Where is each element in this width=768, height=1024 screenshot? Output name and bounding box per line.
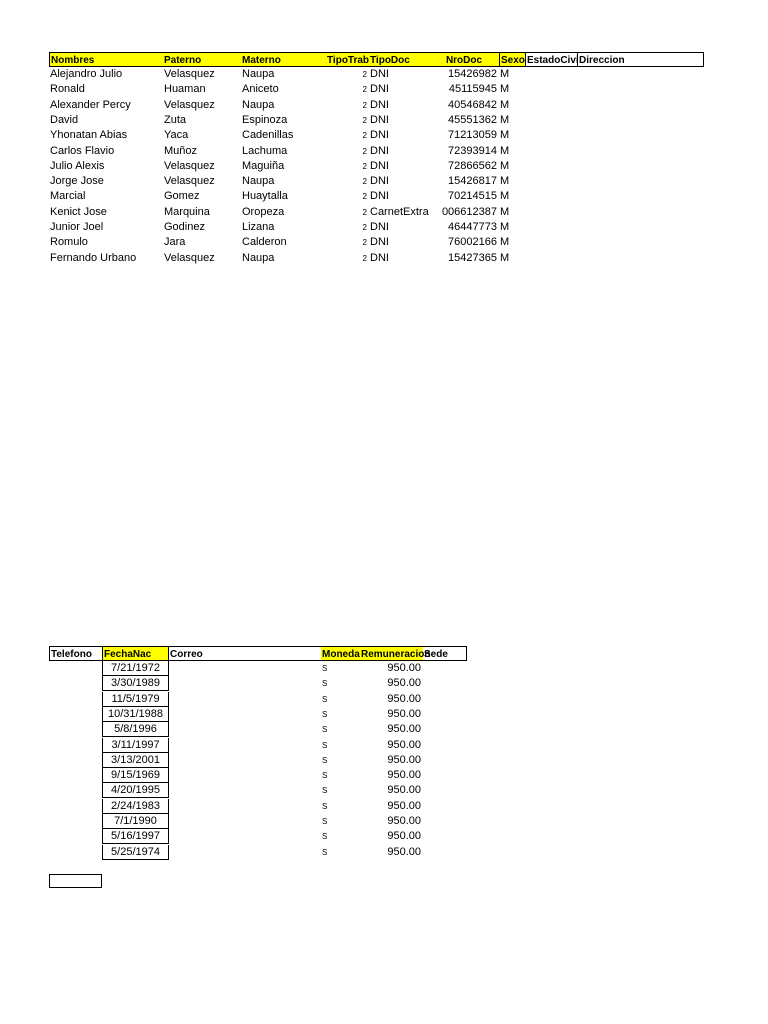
cell-nrodoc[interactable]: 006612387 [441,205,497,218]
table-row [49,661,467,676]
cell-materno[interactable]: Oropeza [242,205,285,218]
cell-materno[interactable]: Maguiña [242,159,285,172]
header-tipotrab[interactable]: TipoTrab [327,52,369,67]
table-row [49,753,467,768]
cell-moneda[interactable]: S [322,694,328,704]
table-row [49,251,704,266]
cell-nrodoc[interactable]: 40546842 [448,98,497,111]
cell-paterno[interactable]: Huaman [164,83,206,96]
cell-tipodoc[interactable]: DNI [370,129,389,142]
cell-materno[interactable]: Naupa [242,175,275,188]
cell-materno[interactable]: Lizana [242,221,275,233]
cell-sexo[interactable]: M [500,251,510,264]
cell-materno[interactable]: Espinoza [242,113,288,126]
cell-nombres[interactable]: Alexander Percy [50,98,131,111]
cell-tipotrab[interactable]: 2 [362,115,367,125]
table-row [49,220,704,235]
cell-remuneracion[interactable]: 950.00 [387,815,421,827]
cell-sexo[interactable]: M [500,190,510,203]
cell-remuneracion[interactable]: 950.00 [387,723,421,736]
cell-remuneracion[interactable]: 950.00 [387,677,421,690]
table-row [49,113,704,128]
table-row [49,676,467,691]
cell-sexo[interactable]: M [500,129,510,142]
cell-tipotrab[interactable]: 2 [362,192,367,202]
cell-sexo[interactable]: M [500,144,510,157]
table-row [49,189,704,204]
selected-empty-cell[interactable] [49,874,102,888]
cell-tipotrab[interactable]: 2 [362,131,367,141]
cell-paterno[interactable]: Muñoz [164,144,198,157]
header-fechanac[interactable]: FechaNac [102,646,169,661]
cell-nombres[interactable]: Junior Joel [50,221,104,233]
header-nombres[interactable]: Nombres [49,52,163,67]
cell-fechanac[interactable]: 11/5/1979 [102,692,169,707]
cell-fechanac[interactable]: 2/24/1983 [102,799,169,814]
cell-paterno[interactable]: Gomez [164,190,200,203]
cell-tipodoc[interactable]: CarnetExtra [370,205,429,218]
table-row [49,144,704,159]
cell-nrodoc[interactable]: 45115945 [448,83,497,96]
header-moneda[interactable]: Moneda [321,646,360,661]
table-row [49,692,467,707]
cell-nrodoc[interactable]: 76002166 [448,236,497,249]
cell-materno[interactable]: Naupa [242,98,275,111]
cell-materno[interactable]: Aniceto [242,83,279,96]
cell-moneda[interactable]: S [322,725,328,735]
cell-nombres[interactable]: Kenict Jose [50,205,107,218]
table-row [49,845,467,860]
cell-materno[interactable]: Cadenillas [242,129,294,142]
cell-remuneracion[interactable]: 950.00 [387,769,421,782]
cell-fechanac[interactable]: 7/21/1972 [102,661,169,676]
cell-tipotrab[interactable]: 2 [362,177,367,187]
cell-sexo[interactable]: M [500,159,510,172]
cell-fechanac[interactable]: 9/15/1969 [102,768,169,783]
cell-paterno[interactable]: Jara [164,236,186,249]
table-row [49,67,704,82]
cell-materno[interactable]: Lachuma [242,144,288,157]
header-paterno[interactable]: Paterno [163,52,241,67]
cell-tipotrab[interactable]: 2 [362,85,367,95]
cell-sexo[interactable]: M [500,113,510,126]
cell-tipodoc[interactable]: DNI [370,190,389,203]
cell-tipotrab[interactable]: 2 [362,207,367,217]
header-correo[interactable]: Correo [169,646,321,661]
employee-table [49,52,704,267]
cell-nombres[interactable]: Yhonatan Abias [50,129,128,142]
cell-nrodoc[interactable]: 45551362 [448,113,497,126]
cell-remuneracion[interactable]: 950.00 [387,784,421,797]
cell-paterno[interactable]: Marquina [164,205,210,218]
table-row [49,205,704,220]
header-sede[interactable]: Sede [423,646,467,661]
cell-materno[interactable]: Calderon [242,236,287,249]
cell-remuneracion[interactable]: 950.00 [387,799,421,812]
cell-fechanac[interactable]: 3/13/2001 [102,753,169,768]
cell-tipodoc[interactable]: DNI [370,221,389,233]
header-nrodoc[interactable]: NroDoc [429,52,499,67]
cell-moneda[interactable]: S [322,709,328,719]
cell-moneda[interactable]: S [322,847,328,857]
cell-nombres[interactable]: David [50,113,79,126]
cell-sexo[interactable]: M [500,205,510,218]
header-estadocivil[interactable]: EstadoCivi [526,52,578,67]
cell-tipodoc[interactable]: DNI [370,144,389,157]
header-telefono[interactable]: Telefono [49,646,102,661]
cell-sexo[interactable]: M [500,83,510,96]
cell-nombres[interactable]: Romulo [50,236,88,249]
table-header-row [49,52,704,67]
table-row [49,128,704,143]
cell-tipotrab[interactable]: 2 [362,238,367,248]
cell-tipotrab[interactable]: 2 [362,253,367,263]
table-header-row [49,646,467,661]
table-row [49,768,467,783]
cell-nrodoc[interactable]: 15426817 [448,175,497,188]
cell-tipodoc[interactable]: DNI [370,251,389,264]
cell-nombres[interactable]: Marcial [50,190,86,203]
cell-sexo[interactable]: M [500,175,510,188]
cell-moneda[interactable]: S [322,786,328,796]
cell-nrodoc[interactable]: 72393914 [448,144,497,157]
header-tipodoc[interactable]: TipoDoc [369,52,429,67]
cell-materno[interactable]: Huaytalla [242,190,288,203]
cell-nrodoc[interactable]: 15426982 [448,68,497,80]
cell-remuneracion[interactable]: 950.00 [387,830,421,843]
cell-tipodoc[interactable]: DNI [370,68,389,80]
cell-remuneracion[interactable]: 950.00 [387,707,421,720]
cell-sexo[interactable]: M [500,68,510,80]
cell-nombres[interactable]: Julio Alexis [50,159,105,172]
cell-moneda[interactable]: S [322,740,328,750]
cell-tipotrab[interactable]: 2 [362,223,367,232]
table-row [49,174,704,189]
cell-nombres[interactable]: Jorge Jose [50,175,104,188]
table-row [49,814,467,829]
cell-remuneracion[interactable]: 950.00 [387,692,421,705]
cell-nrodoc[interactable]: 15427365 [448,251,497,264]
cell-nombres[interactable]: Carlos Flavio [50,144,115,157]
cell-fechanac[interactable]: 5/16/1997 [102,829,169,844]
table-row [49,707,467,722]
cell-nrodoc[interactable]: 71213059 [448,129,497,142]
cell-moneda[interactable]: S [322,801,328,811]
cell-remuneracion[interactable]: 950.00 [387,753,421,766]
cell-tipodoc[interactable]: DNI [370,175,389,188]
table-row [49,799,467,814]
table-row [49,783,467,798]
cell-remuneracion[interactable]: 950.00 [387,662,421,674]
header-remuneracion[interactable]: Remuneracion [360,646,423,661]
cell-materno[interactable]: Naupa [242,251,275,264]
cell-sexo[interactable]: M [500,98,510,111]
cell-nombres[interactable]: Ronald [50,83,85,96]
table-row [49,829,467,844]
cell-paterno[interactable]: Velasquez [164,175,215,188]
header-sexo[interactable]: Sexo [499,52,526,67]
table-row [49,738,467,753]
cell-nombres[interactable]: Alejandro Julio [50,68,123,80]
cell-tipodoc[interactable]: DNI [370,113,389,126]
payroll-table [49,646,467,860]
table-row [49,98,704,113]
cell-paterno[interactable]: Godinez [164,221,205,233]
table-row [49,235,704,250]
table-row [49,82,704,97]
cell-sexo[interactable]: M [500,221,510,233]
cell-fechanac[interactable]: 3/11/1997 [102,738,169,753]
cell-fechanac[interactable]: 4/20/1995 [102,783,169,798]
cell-fechanac[interactable]: 3/30/1989 [102,676,169,691]
cell-nombres[interactable]: Fernando Urbano [50,251,137,264]
cell-fechanac[interactable]: 5/8/1996 [102,722,169,737]
cell-fechanac[interactable]: 7/1/1990 [102,814,169,829]
cell-tipodoc[interactable]: DNI [370,159,389,172]
cell-fechanac[interactable]: 5/25/1974 [102,845,169,860]
cell-moneda[interactable]: S [322,755,328,765]
cell-paterno[interactable]: Velasquez [164,251,215,264]
cell-moneda[interactable]: S [322,771,328,781]
cell-moneda[interactable]: S [322,817,328,826]
cell-tipodoc[interactable]: DNI [370,236,389,249]
cell-paterno[interactable]: Yaca [164,129,189,142]
cell-remuneracion[interactable]: 950.00 [387,845,421,858]
table-row [49,722,467,737]
cell-nrodoc[interactable]: 70214515 [448,190,497,203]
cell-tipotrab[interactable]: 2 [362,70,367,79]
header-materno[interactable]: Materno [241,52,327,67]
table-row [49,159,704,174]
cell-paterno[interactable]: Velasquez [164,159,215,172]
cell-paterno[interactable]: Velasquez [164,68,215,80]
cell-moneda[interactable]: S [322,832,328,842]
cell-paterno[interactable]: Zuta [164,113,187,126]
cell-paterno[interactable]: Velasquez [164,98,215,111]
cell-materno[interactable]: Naupa [242,68,275,80]
cell-moneda[interactable]: S [322,679,328,689]
cell-tipotrab[interactable]: 2 [362,161,367,171]
cell-tipotrab[interactable]: 2 [362,146,367,156]
cell-tipotrab[interactable]: 2 [362,100,367,110]
cell-tipodoc[interactable]: DNI [370,83,389,96]
header-direccion[interactable]: Direccion [578,52,704,67]
cell-nrodoc[interactable]: 46447773 [448,221,497,233]
cell-remuneracion[interactable]: 950.00 [387,738,421,751]
cell-sexo[interactable]: M [500,236,510,249]
cell-tipodoc[interactable]: DNI [370,98,389,111]
cell-moneda[interactable]: S [322,664,328,673]
cell-nrodoc[interactable]: 72866562 [448,159,497,172]
cell-fechanac[interactable]: 10/31/1988 [102,707,169,722]
